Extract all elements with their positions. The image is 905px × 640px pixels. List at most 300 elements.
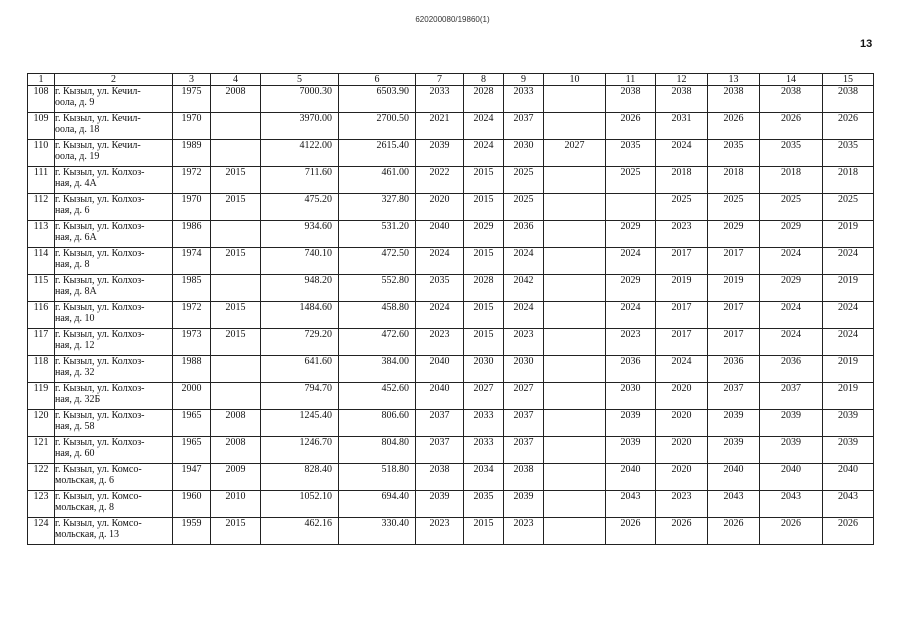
address-line-1: г. Кызыл, ул. Комсо- bbox=[55, 464, 142, 475]
row-number: 114 bbox=[28, 248, 55, 275]
cell-c5: 1245.40 bbox=[261, 410, 339, 437]
cell-c6: 694.40 bbox=[339, 491, 416, 518]
cell-c5: 475.20 bbox=[261, 194, 339, 221]
cell-c8: 2033 bbox=[464, 410, 504, 437]
cell-c8: 2015 bbox=[464, 518, 504, 545]
row-number: 109 bbox=[28, 113, 55, 140]
cell-c9: 2025 bbox=[504, 167, 544, 194]
cell-c12: 2018 bbox=[656, 167, 708, 194]
cell-c15: 2026 bbox=[823, 518, 874, 545]
cell-c10 bbox=[544, 329, 606, 356]
cell-c3: 1972 bbox=[173, 302, 211, 329]
cell-c8: 2030 bbox=[464, 356, 504, 383]
cell-c6: 806.60 bbox=[339, 410, 416, 437]
cell-c7: 2023 bbox=[416, 329, 464, 356]
cell-c11: 2039 bbox=[606, 410, 656, 437]
cell-c10 bbox=[544, 167, 606, 194]
address-cell bbox=[55, 491, 173, 518]
table-row bbox=[28, 113, 874, 140]
cell-c6: 452.60 bbox=[339, 383, 416, 410]
address-cell bbox=[55, 194, 173, 221]
cell-c5: 462.16 bbox=[261, 518, 339, 545]
address-cell bbox=[55, 302, 173, 329]
cell-c7: 2037 bbox=[416, 410, 464, 437]
cell-c15: 2019 bbox=[823, 383, 874, 410]
cell-c11: 2039 bbox=[606, 437, 656, 464]
cell-c7: 2022 bbox=[416, 167, 464, 194]
address-cell bbox=[55, 86, 173, 113]
cell-c9: 2025 bbox=[504, 194, 544, 221]
cell-c14: 2024 bbox=[760, 302, 823, 329]
cell-c12: 2024 bbox=[656, 140, 708, 167]
address-line-1: г. Кызыл, ул. Комсо- bbox=[55, 491, 142, 502]
cell-c11: 2036 bbox=[606, 356, 656, 383]
cell-c13: 2025 bbox=[708, 194, 760, 221]
cell-c5: 7000.30 bbox=[261, 86, 339, 113]
address-line-1: г. Кызыл, ул. Колхоз- bbox=[55, 194, 145, 205]
cell-c12: 2031 bbox=[656, 113, 708, 140]
address-line-2: ная, д. 12 bbox=[55, 340, 95, 351]
column-header: 13 bbox=[708, 74, 760, 86]
cell-c8: 2015 bbox=[464, 248, 504, 275]
cell-c14: 2036 bbox=[760, 356, 823, 383]
cell-c13: 2039 bbox=[708, 410, 760, 437]
cell-c4 bbox=[211, 113, 261, 140]
address-cell bbox=[55, 113, 173, 140]
address-line-2: мольская, д. 8 bbox=[55, 502, 115, 513]
cell-c3: 1959 bbox=[173, 518, 211, 545]
table-row bbox=[28, 302, 874, 329]
cell-c15: 2018 bbox=[823, 167, 874, 194]
cell-c15: 2026 bbox=[823, 113, 874, 140]
cell-c6: 461.00 bbox=[339, 167, 416, 194]
row-number: 116 bbox=[28, 302, 55, 329]
table-row bbox=[28, 329, 874, 356]
cell-c8: 2033 bbox=[464, 437, 504, 464]
cell-c14: 2024 bbox=[760, 248, 823, 275]
cell-c3: 1988 bbox=[173, 356, 211, 383]
cell-c11: 2024 bbox=[606, 248, 656, 275]
cell-c4 bbox=[211, 221, 261, 248]
cell-c9: 2030 bbox=[504, 140, 544, 167]
cell-c13: 2026 bbox=[708, 113, 760, 140]
table-row bbox=[28, 464, 874, 491]
cell-c11: 2030 bbox=[606, 383, 656, 410]
column-header: 6 bbox=[339, 74, 416, 86]
cell-c12: 2017 bbox=[656, 302, 708, 329]
cell-c10 bbox=[544, 86, 606, 113]
cell-c4 bbox=[211, 140, 261, 167]
cell-c5: 1052.10 bbox=[261, 491, 339, 518]
cell-c13: 2017 bbox=[708, 329, 760, 356]
cell-c7: 2033 bbox=[416, 86, 464, 113]
cell-c8: 2024 bbox=[464, 113, 504, 140]
table-row bbox=[28, 248, 874, 275]
cell-c3: 1986 bbox=[173, 221, 211, 248]
row-number: 112 bbox=[28, 194, 55, 221]
cell-c14: 2039 bbox=[760, 437, 823, 464]
cell-c7: 2023 bbox=[416, 518, 464, 545]
cell-c6: 330.40 bbox=[339, 518, 416, 545]
cell-c8: 2015 bbox=[464, 329, 504, 356]
address-cell bbox=[55, 275, 173, 302]
column-header: 1 bbox=[28, 74, 55, 86]
cell-c7: 2038 bbox=[416, 464, 464, 491]
cell-c3: 1965 bbox=[173, 410, 211, 437]
column-header: 9 bbox=[504, 74, 544, 86]
cell-c8: 2034 bbox=[464, 464, 504, 491]
cell-c3: 1973 bbox=[173, 329, 211, 356]
cell-c10: 2027 bbox=[544, 140, 606, 167]
cell-c3: 1985 bbox=[173, 275, 211, 302]
address-line-2: ная, д. 58 bbox=[55, 421, 95, 432]
cell-c14: 2018 bbox=[760, 167, 823, 194]
cell-c10 bbox=[544, 221, 606, 248]
address-line-1: г. Кызыл, ул. Колхоз- bbox=[55, 302, 145, 313]
address-cell bbox=[55, 356, 173, 383]
cell-c3: 1965 bbox=[173, 437, 211, 464]
address-cell bbox=[55, 221, 173, 248]
cell-c8: 2028 bbox=[464, 86, 504, 113]
cell-c4: 2009 bbox=[211, 464, 261, 491]
address-line-2: ная, д. 32 bbox=[55, 367, 95, 378]
cell-c5: 711.60 bbox=[261, 167, 339, 194]
cell-c10 bbox=[544, 491, 606, 518]
cell-c6: 552.80 bbox=[339, 275, 416, 302]
address-line-2: ная, д. 60 bbox=[55, 448, 95, 459]
cell-c8: 2015 bbox=[464, 194, 504, 221]
cell-c7: 2021 bbox=[416, 113, 464, 140]
cell-c13: 2040 bbox=[708, 464, 760, 491]
column-header: 14 bbox=[760, 74, 823, 86]
table-row bbox=[28, 194, 874, 221]
cell-c3: 1970 bbox=[173, 194, 211, 221]
cell-c7: 2024 bbox=[416, 248, 464, 275]
row-number: 113 bbox=[28, 221, 55, 248]
cell-c6: 518.80 bbox=[339, 464, 416, 491]
cell-c12: 2024 bbox=[656, 356, 708, 383]
cell-c9: 2024 bbox=[504, 248, 544, 275]
cell-c10 bbox=[544, 248, 606, 275]
address-line-1: г. Кызыл, ул. Колхоз- bbox=[55, 356, 145, 367]
address-line-2: оола, д. 18 bbox=[55, 124, 100, 135]
cell-c4: 2015 bbox=[211, 329, 261, 356]
cell-c7: 2039 bbox=[416, 140, 464, 167]
cell-c6: 472.60 bbox=[339, 329, 416, 356]
table-row bbox=[28, 221, 874, 248]
address-line-2: ная, д. 8А bbox=[55, 286, 97, 297]
address-cell bbox=[55, 140, 173, 167]
cell-c14: 2040 bbox=[760, 464, 823, 491]
cell-c8: 2027 bbox=[464, 383, 504, 410]
row-number: 124 bbox=[28, 518, 55, 545]
address-cell bbox=[55, 410, 173, 437]
address-line-2: ная, д. 4А bbox=[55, 178, 97, 189]
cell-c6: 472.50 bbox=[339, 248, 416, 275]
cell-c12: 2020 bbox=[656, 410, 708, 437]
cell-c7: 2039 bbox=[416, 491, 464, 518]
cell-c15: 2043 bbox=[823, 491, 874, 518]
cell-c13: 2019 bbox=[708, 275, 760, 302]
cell-c6: 2700.50 bbox=[339, 113, 416, 140]
cell-c5: 729.20 bbox=[261, 329, 339, 356]
cell-c3: 1947 bbox=[173, 464, 211, 491]
cell-c7: 2040 bbox=[416, 221, 464, 248]
column-header: 8 bbox=[464, 74, 504, 86]
row-number: 120 bbox=[28, 410, 55, 437]
cell-c3: 1989 bbox=[173, 140, 211, 167]
cell-c13: 2017 bbox=[708, 302, 760, 329]
cell-c7: 2035 bbox=[416, 275, 464, 302]
cell-c13: 2018 bbox=[708, 167, 760, 194]
cell-c4: 2015 bbox=[211, 302, 261, 329]
address-line-2: мольская, д. 6 bbox=[55, 475, 115, 486]
cell-c9: 2039 bbox=[504, 491, 544, 518]
cell-c14: 2039 bbox=[760, 410, 823, 437]
cell-c10 bbox=[544, 437, 606, 464]
cell-c15: 2024 bbox=[823, 329, 874, 356]
cell-c9: 2042 bbox=[504, 275, 544, 302]
cell-c15: 2035 bbox=[823, 140, 874, 167]
row-number: 119 bbox=[28, 383, 55, 410]
row-number: 111 bbox=[28, 167, 55, 194]
cell-c13: 2043 bbox=[708, 491, 760, 518]
address-cell bbox=[55, 329, 173, 356]
cell-c7: 2037 bbox=[416, 437, 464, 464]
cell-c11: 2029 bbox=[606, 221, 656, 248]
address-line-1: г. Кызыл, ул. Кечил- bbox=[55, 86, 141, 97]
address-line-2: ная, д. 8 bbox=[55, 259, 90, 270]
address-cell bbox=[55, 437, 173, 464]
cell-c14: 2025 bbox=[760, 194, 823, 221]
address-line-2: оола, д. 19 bbox=[55, 151, 100, 162]
column-header: 5 bbox=[261, 74, 339, 86]
row-number: 115 bbox=[28, 275, 55, 302]
cell-c12: 2023 bbox=[656, 221, 708, 248]
table-row bbox=[28, 437, 874, 464]
cell-c11: 2024 bbox=[606, 302, 656, 329]
cell-c11 bbox=[606, 194, 656, 221]
address-line-1: г. Кызыл, ул. Колхоз- bbox=[55, 167, 145, 178]
cell-c10 bbox=[544, 356, 606, 383]
cell-c12: 2020 bbox=[656, 464, 708, 491]
address-cell bbox=[55, 464, 173, 491]
row-number: 118 bbox=[28, 356, 55, 383]
cell-c5: 934.60 bbox=[261, 221, 339, 248]
cell-c3: 1970 bbox=[173, 113, 211, 140]
cell-c14: 2026 bbox=[760, 518, 823, 545]
table-row bbox=[28, 410, 874, 437]
cell-c4 bbox=[211, 383, 261, 410]
cell-c12: 2019 bbox=[656, 275, 708, 302]
cell-c13: 2029 bbox=[708, 221, 760, 248]
cell-c3: 1974 bbox=[173, 248, 211, 275]
cell-c6: 6503.90 bbox=[339, 86, 416, 113]
document-id: 620200080/19860(1) bbox=[415, 15, 490, 24]
column-header-row bbox=[28, 74, 874, 86]
address-line-1: г. Кызыл, ул. Комсо- bbox=[55, 518, 142, 529]
cell-c11: 2025 bbox=[606, 167, 656, 194]
cell-c10 bbox=[544, 383, 606, 410]
column-header: 3 bbox=[173, 74, 211, 86]
cell-c13: 2035 bbox=[708, 140, 760, 167]
cell-c9: 2037 bbox=[504, 113, 544, 140]
cell-c9: 2024 bbox=[504, 302, 544, 329]
address-line-2: ная, д. 10 bbox=[55, 313, 95, 324]
cell-c5: 740.10 bbox=[261, 248, 339, 275]
cell-c8: 2024 bbox=[464, 140, 504, 167]
cell-c8: 2015 bbox=[464, 302, 504, 329]
cell-c9: 2023 bbox=[504, 518, 544, 545]
register-table bbox=[27, 73, 874, 545]
table-row bbox=[28, 491, 874, 518]
cell-c8: 2029 bbox=[464, 221, 504, 248]
cell-c12: 2025 bbox=[656, 194, 708, 221]
column-header: 12 bbox=[656, 74, 708, 86]
cell-c6: 384.00 bbox=[339, 356, 416, 383]
row-number: 117 bbox=[28, 329, 55, 356]
table-row bbox=[28, 167, 874, 194]
cell-c4: 2015 bbox=[211, 248, 261, 275]
table-row bbox=[28, 140, 874, 167]
cell-c9: 2038 bbox=[504, 464, 544, 491]
cell-c14: 2024 bbox=[760, 329, 823, 356]
address-line-2: ная, д. 6А bbox=[55, 232, 97, 243]
cell-c10 bbox=[544, 275, 606, 302]
cell-c15: 2038 bbox=[823, 86, 874, 113]
cell-c14: 2043 bbox=[760, 491, 823, 518]
cell-c3: 2000 bbox=[173, 383, 211, 410]
address-cell bbox=[55, 167, 173, 194]
address-line-1: г. Кызыл, ул. Колхоз- bbox=[55, 329, 145, 340]
cell-c3: 1975 bbox=[173, 86, 211, 113]
cell-c10 bbox=[544, 518, 606, 545]
cell-c4: 2008 bbox=[211, 410, 261, 437]
cell-c14: 2029 bbox=[760, 221, 823, 248]
cell-c5: 828.40 bbox=[261, 464, 339, 491]
address-line-1: г. Кызыл, ул. Колхоз- bbox=[55, 248, 145, 259]
cell-c13: 2037 bbox=[708, 383, 760, 410]
cell-c13: 2038 bbox=[708, 86, 760, 113]
cell-c9: 2036 bbox=[504, 221, 544, 248]
cell-c7: 2040 bbox=[416, 383, 464, 410]
cell-c10 bbox=[544, 113, 606, 140]
cell-c9: 2030 bbox=[504, 356, 544, 383]
column-header: 15 bbox=[823, 74, 874, 86]
cell-c9: 2037 bbox=[504, 410, 544, 437]
cell-c14: 2038 bbox=[760, 86, 823, 113]
address-line-1: г. Кызыл, ул. Колхоз- bbox=[55, 410, 145, 421]
cell-c3: 1972 bbox=[173, 167, 211, 194]
address-cell bbox=[55, 248, 173, 275]
cell-c11: 2026 bbox=[606, 113, 656, 140]
cell-c4: 2015 bbox=[211, 167, 261, 194]
cell-c14: 2035 bbox=[760, 140, 823, 167]
cell-c4: 2008 bbox=[211, 437, 261, 464]
address-cell bbox=[55, 383, 173, 410]
cell-c11: 2035 bbox=[606, 140, 656, 167]
cell-c12: 2038 bbox=[656, 86, 708, 113]
cell-c6: 2615.40 bbox=[339, 140, 416, 167]
cell-c6: 327.80 bbox=[339, 194, 416, 221]
cell-c5: 794.70 bbox=[261, 383, 339, 410]
cell-c4: 2010 bbox=[211, 491, 261, 518]
cell-c12: 2017 bbox=[656, 329, 708, 356]
cell-c11: 2023 bbox=[606, 329, 656, 356]
cell-c5: 3970.00 bbox=[261, 113, 339, 140]
row-number: 121 bbox=[28, 437, 55, 464]
cell-c8: 2028 bbox=[464, 275, 504, 302]
cell-c5: 1246.70 bbox=[261, 437, 339, 464]
cell-c7: 2020 bbox=[416, 194, 464, 221]
address-line-2: ная, д. 6 bbox=[55, 205, 90, 216]
column-header: 7 bbox=[416, 74, 464, 86]
cell-c15: 2040 bbox=[823, 464, 874, 491]
address-line-1: г. Кызыл, ул. Кечил- bbox=[55, 140, 141, 151]
address-line-1: г. Кызыл, ул. Колхоз- bbox=[55, 383, 145, 394]
row-number: 123 bbox=[28, 491, 55, 518]
column-header: 11 bbox=[606, 74, 656, 86]
cell-c11: 2026 bbox=[606, 518, 656, 545]
address-line-1: г. Кызыл, ул. Колхоз- bbox=[55, 221, 145, 232]
cell-c15: 2024 bbox=[823, 248, 874, 275]
cell-c14: 2029 bbox=[760, 275, 823, 302]
cell-c13: 2036 bbox=[708, 356, 760, 383]
cell-c4 bbox=[211, 356, 261, 383]
column-header: 2 bbox=[55, 74, 173, 86]
cell-c15: 2024 bbox=[823, 302, 874, 329]
cell-c15: 2039 bbox=[823, 410, 874, 437]
cell-c4: 2015 bbox=[211, 518, 261, 545]
cell-c7: 2024 bbox=[416, 302, 464, 329]
table-row bbox=[28, 86, 874, 113]
cell-c4: 2015 bbox=[211, 194, 261, 221]
cell-c10 bbox=[544, 302, 606, 329]
cell-c6: 804.80 bbox=[339, 437, 416, 464]
cell-c9: 2033 bbox=[504, 86, 544, 113]
cell-c6: 531.20 bbox=[339, 221, 416, 248]
address-line-2: мольская, д. 13 bbox=[55, 529, 120, 540]
cell-c12: 2020 bbox=[656, 383, 708, 410]
cell-c15: 2025 bbox=[823, 194, 874, 221]
address-line-1: г. Кызыл, ул. Колхоз- bbox=[55, 437, 145, 448]
table-row bbox=[28, 275, 874, 302]
cell-c4 bbox=[211, 275, 261, 302]
cell-c9: 2027 bbox=[504, 383, 544, 410]
cell-c13: 2026 bbox=[708, 518, 760, 545]
cell-c11: 2038 bbox=[606, 86, 656, 113]
cell-c15: 2019 bbox=[823, 275, 874, 302]
cell-c12: 2026 bbox=[656, 518, 708, 545]
column-header: 4 bbox=[211, 74, 261, 86]
cell-c13: 2039 bbox=[708, 437, 760, 464]
cell-c5: 1484.60 bbox=[261, 302, 339, 329]
cell-c5: 4122.00 bbox=[261, 140, 339, 167]
address-line-1: г. Кызыл, ул. Кечил- bbox=[55, 113, 141, 124]
cell-c15: 2019 bbox=[823, 221, 874, 248]
cell-c14: 2037 bbox=[760, 383, 823, 410]
row-number: 122 bbox=[28, 464, 55, 491]
table-row bbox=[28, 383, 874, 410]
cell-c11: 2040 bbox=[606, 464, 656, 491]
cell-c14: 2026 bbox=[760, 113, 823, 140]
cell-c12: 2023 bbox=[656, 491, 708, 518]
address-line-2: оола, д. 9 bbox=[55, 97, 95, 108]
table-row bbox=[28, 356, 874, 383]
cell-c11: 2043 bbox=[606, 491, 656, 518]
row-number: 108 bbox=[28, 86, 55, 113]
table-body bbox=[28, 86, 874, 545]
